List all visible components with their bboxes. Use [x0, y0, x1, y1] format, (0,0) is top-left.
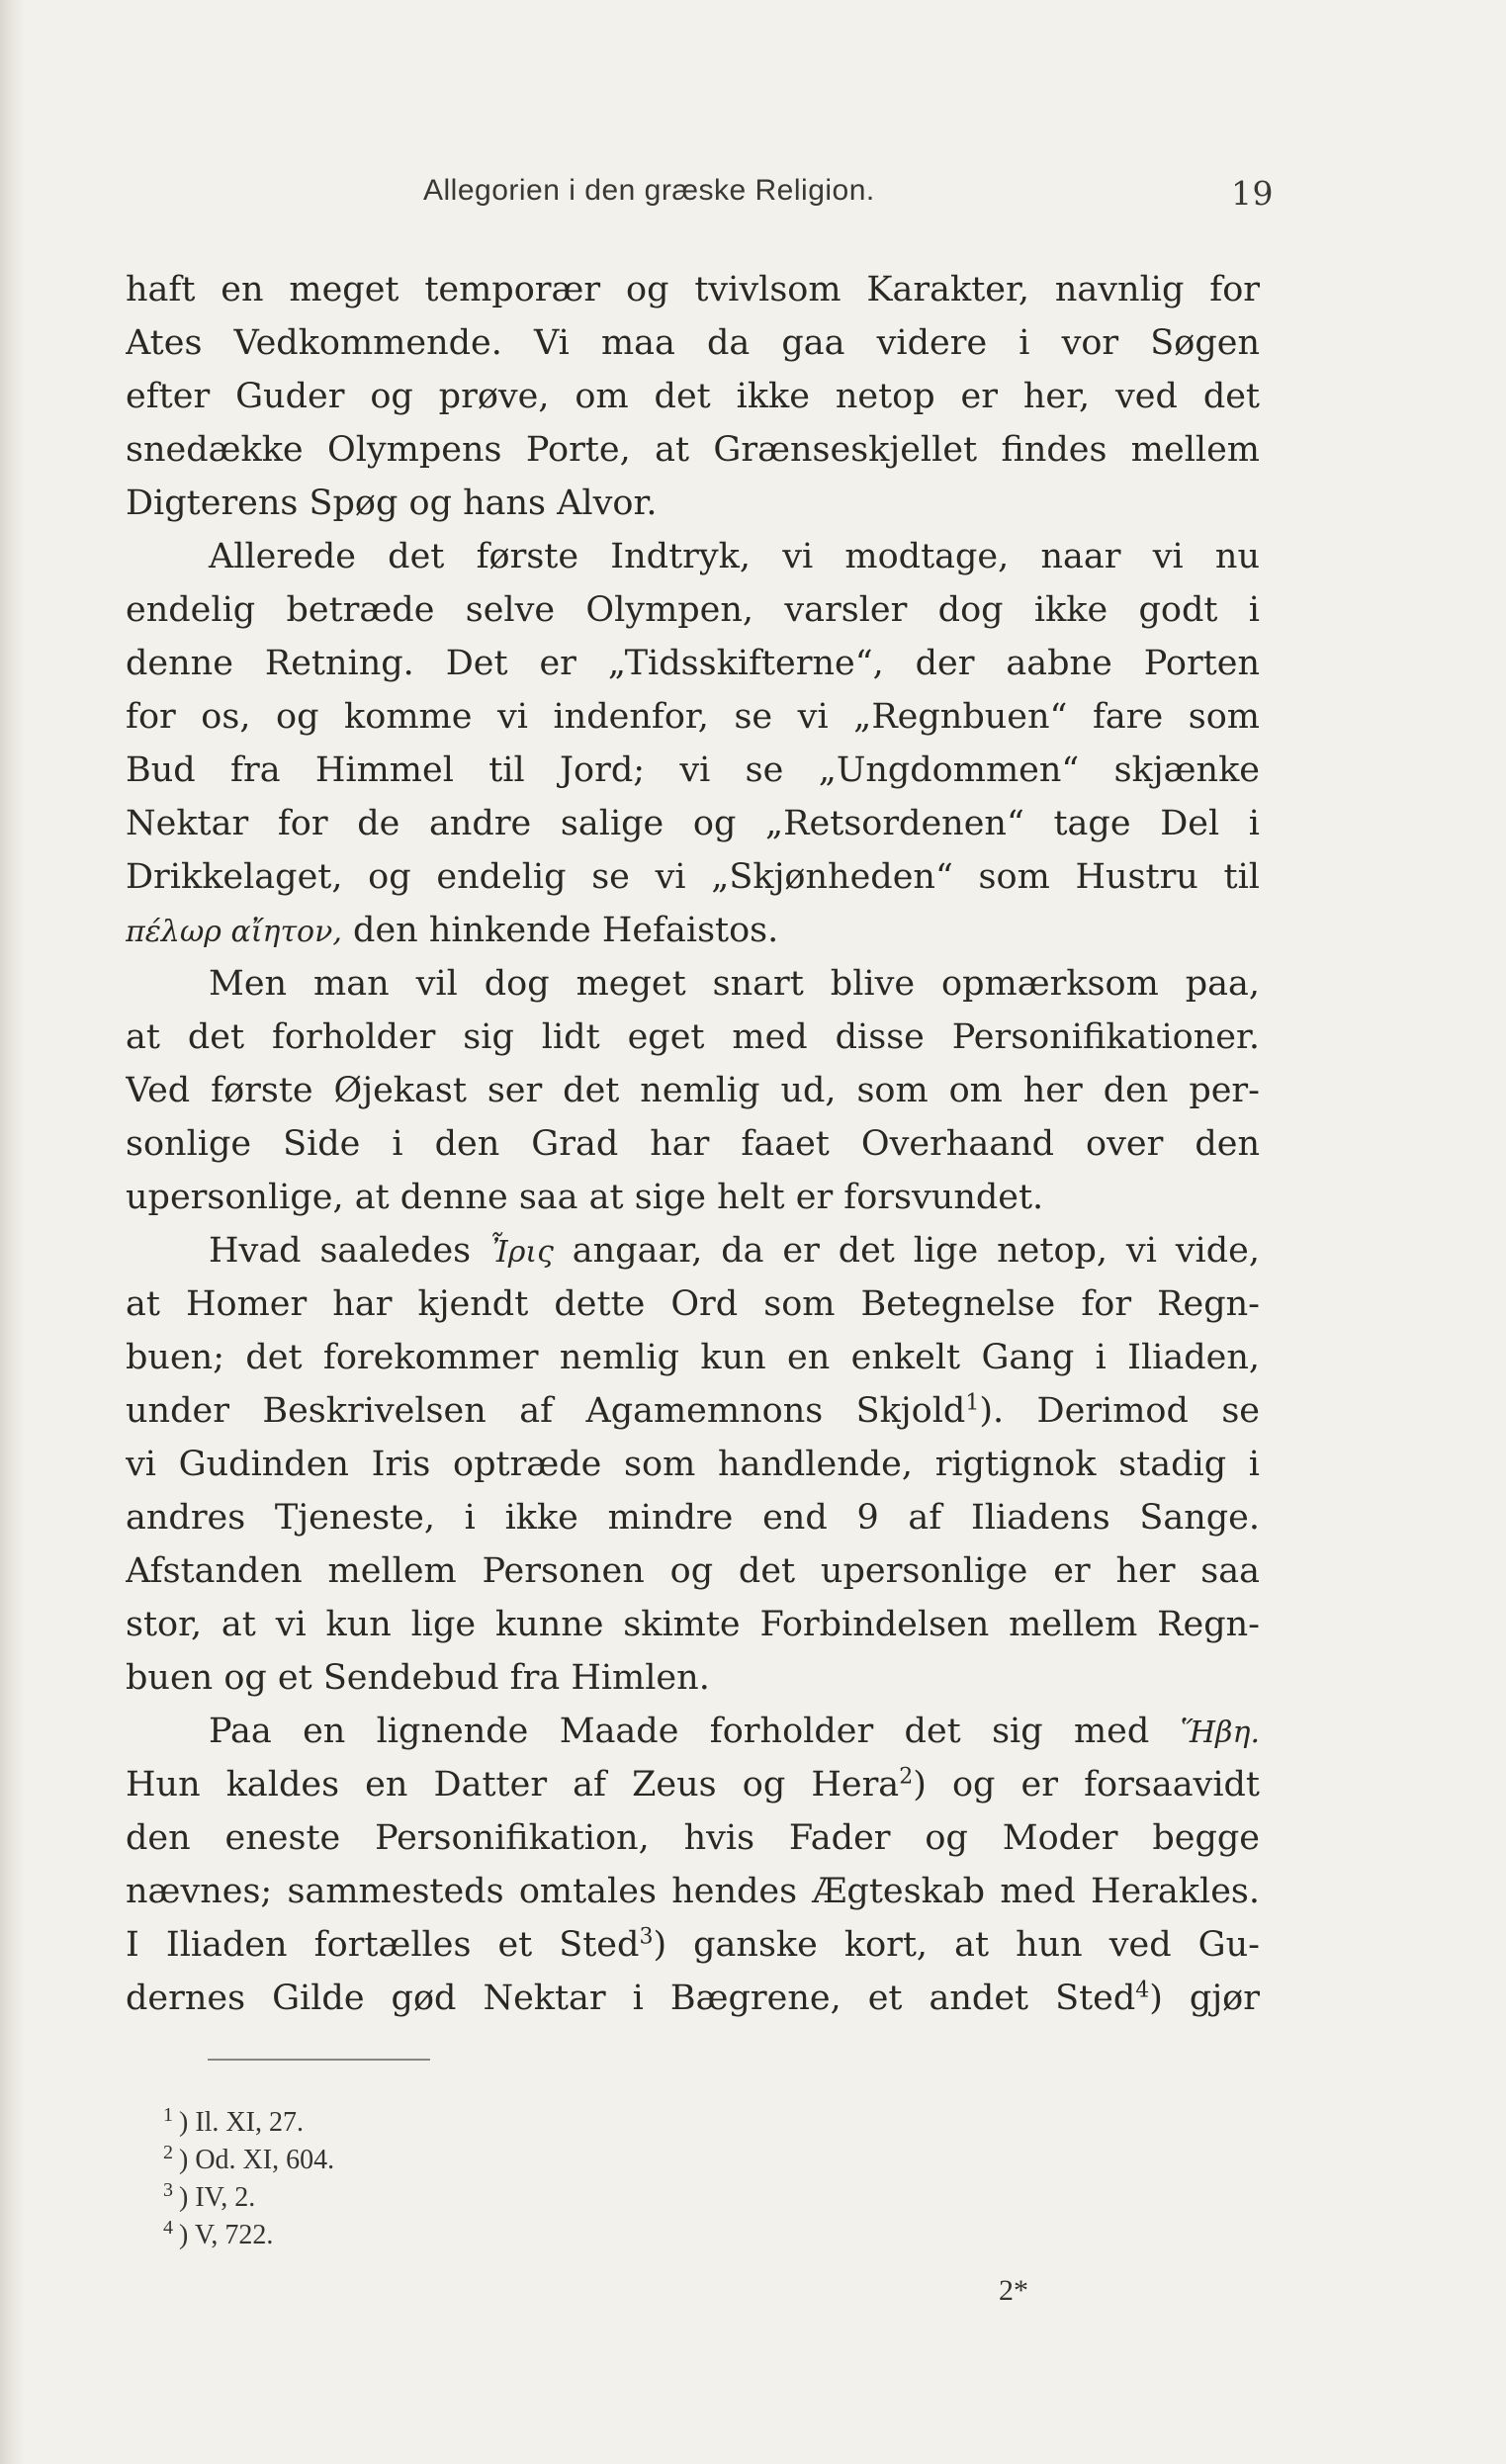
footnote [163, 2104, 334, 2142]
text-line: at Homer har kjendt dette Ord som Betegnelse for Regn- [126, 1284, 1260, 1324]
signature-mark: 2* [999, 2274, 1028, 2307]
footnote-text: ) Il. XI, 27. [179, 2107, 304, 2138]
text-line [126, 1758, 1260, 1811]
footnote [163, 2179, 334, 2217]
text-line: at det forholder sig lidt eget med disse Personifikationer. [126, 1017, 1260, 1057]
text-segment: Hvad saaledes [209, 1231, 472, 1271]
text-line: Digterens Spøg og hans Alvor. [126, 484, 658, 523]
text-line: den eneste Personifikation, hvis Fader og Moder begge [126, 1818, 1260, 1858]
text-line: for os, og komme vi indenfor, se vi „Regnbuen“ fare som [126, 697, 1260, 737]
running-title: Allegorien i den græske Religion. [423, 174, 875, 207]
text-line: andres Tjeneste, i ikke mindre end 9 af Iliadens Sange. [126, 1498, 1260, 1538]
footnote-divider [208, 2059, 430, 2061]
text-line: buen og et Sendebud fra Himlen. [126, 1658, 710, 1698]
page-edge-shadow [0, 0, 26, 2464]
footnotes [163, 2104, 334, 2254]
text-line: Bud fra Himmel til Jord; vi se „Ungdommen“ skjænke [126, 750, 1260, 790]
text-segment: Hun kaldes en Datter af Zeus og Hera [126, 1765, 900, 1804]
text-line [126, 1972, 1260, 2025]
footnote-text: ) V, 722. [179, 2220, 274, 2250]
footnote-number: 2 [163, 2141, 173, 2163]
greek-word: Ἥβη. [1180, 1716, 1260, 1750]
body-text [126, 263, 1260, 2025]
text-segment: ) ganske kort, at hun ved Gu- [653, 1925, 1260, 1965]
text-line: buen; det forekommer nemlig kun en enkelt Gang i Iliaden, [126, 1338, 1260, 1377]
text-line: Ved første Øjekast ser det nemlig ud, som om her den per- [126, 1071, 1260, 1110]
text-segment: under Beskrivelsen af Agamemnons Skjold [126, 1391, 966, 1431]
footnote [163, 2142, 334, 2179]
footnote-ref: 2 [899, 1764, 914, 1790]
text-segment: den hinkende Hefaistos. [353, 911, 779, 950]
text-line: efter Guder og prøve, om det ikke netop er her, ved det [126, 377, 1260, 416]
text-line: haft en meget temporær og tvivlsom Karakter, navnlig for [126, 270, 1260, 309]
text-line: Men man vil dog meget snart blive opmærksom paa, [209, 964, 1260, 1004]
text-segment: Paa en lignende Maade forholder det sig med [209, 1712, 1150, 1751]
text-line: Afstanden mellem Personen og det upersonlige er her saa [126, 1551, 1260, 1591]
text-line: Allerede det første Indtryk, vi modtage, naar vi nu [209, 537, 1260, 576]
text-line: sonlige Side i den Grad har faaet Overhaand over den [126, 1124, 1260, 1164]
footnote-text: ) IV, 2. [179, 2182, 256, 2213]
page-number: 19 [1231, 174, 1274, 213]
text-line [126, 1224, 1260, 1277]
text-line [126, 1705, 1260, 1758]
footnote-number: 1 [163, 2103, 173, 2126]
text-segment: ) gjør [1149, 1979, 1260, 2018]
text-segment: I Iliaden fortælles et Sted [126, 1925, 640, 1965]
greek-word: Ἶρις [489, 1235, 554, 1270]
text-line [126, 1918, 1260, 1972]
text-line: upersonlige, at denne saa at sige helt er forsvundet. [126, 1178, 1044, 1217]
text-line: stor, at vi kun lige kunne skimte Forbindelsen mellem Regn- [126, 1605, 1260, 1644]
text-line: denne Retning. Det er „Tidsskifterne“, der aabne Porten [126, 644, 1260, 683]
text-line: endelig betræde selve Olympen, varsler dog ikke godt i [126, 590, 1260, 630]
text-line: Drikkelaget, og endelig se vi „Skjønheden“ som Hustru til [126, 857, 1260, 897]
text-line: Nektar for de andre salige og „Retsordenen“ tage Del i [126, 804, 1260, 843]
footnote-number: 3 [163, 2178, 173, 2201]
text-segment: ). Derimod se [979, 1391, 1260, 1431]
text-line [126, 1384, 1260, 1438]
text-segment: angaar, da er det lige netop, vi vide, [572, 1231, 1260, 1271]
footnote-ref: 1 [965, 1390, 980, 1416]
text-line [126, 904, 1260, 957]
greek-phrase: πέλωρ αἴητον, [126, 915, 342, 949]
text-segment: ) og er forsaavidt [913, 1765, 1260, 1804]
page-header [423, 174, 1274, 214]
footnote [163, 2217, 334, 2254]
text-line: nævnes; sammesteds omtales hendes Ægteskab med Herakles. [126, 1872, 1260, 1911]
footnote-ref: 4 [1135, 1978, 1150, 2003]
text-line: vi Gudinden Iris optræde som handlende, rigtignok stadig i [126, 1445, 1260, 1484]
text-segment: dernes Gilde gød Nektar i Bægrene, et andet Sted [126, 1979, 1136, 2018]
text-line: Ates Vedkommende. Vi maa da gaa videre i vor Søgen [126, 323, 1260, 363]
footnote-text: ) Od. XI, 604. [179, 2145, 335, 2175]
footnote-ref: 3 [639, 1924, 654, 1950]
footnote-number: 4 [163, 2216, 173, 2239]
text-line: snedække Olympens Porte, at Grænseskjellet findes mellem [126, 430, 1260, 470]
